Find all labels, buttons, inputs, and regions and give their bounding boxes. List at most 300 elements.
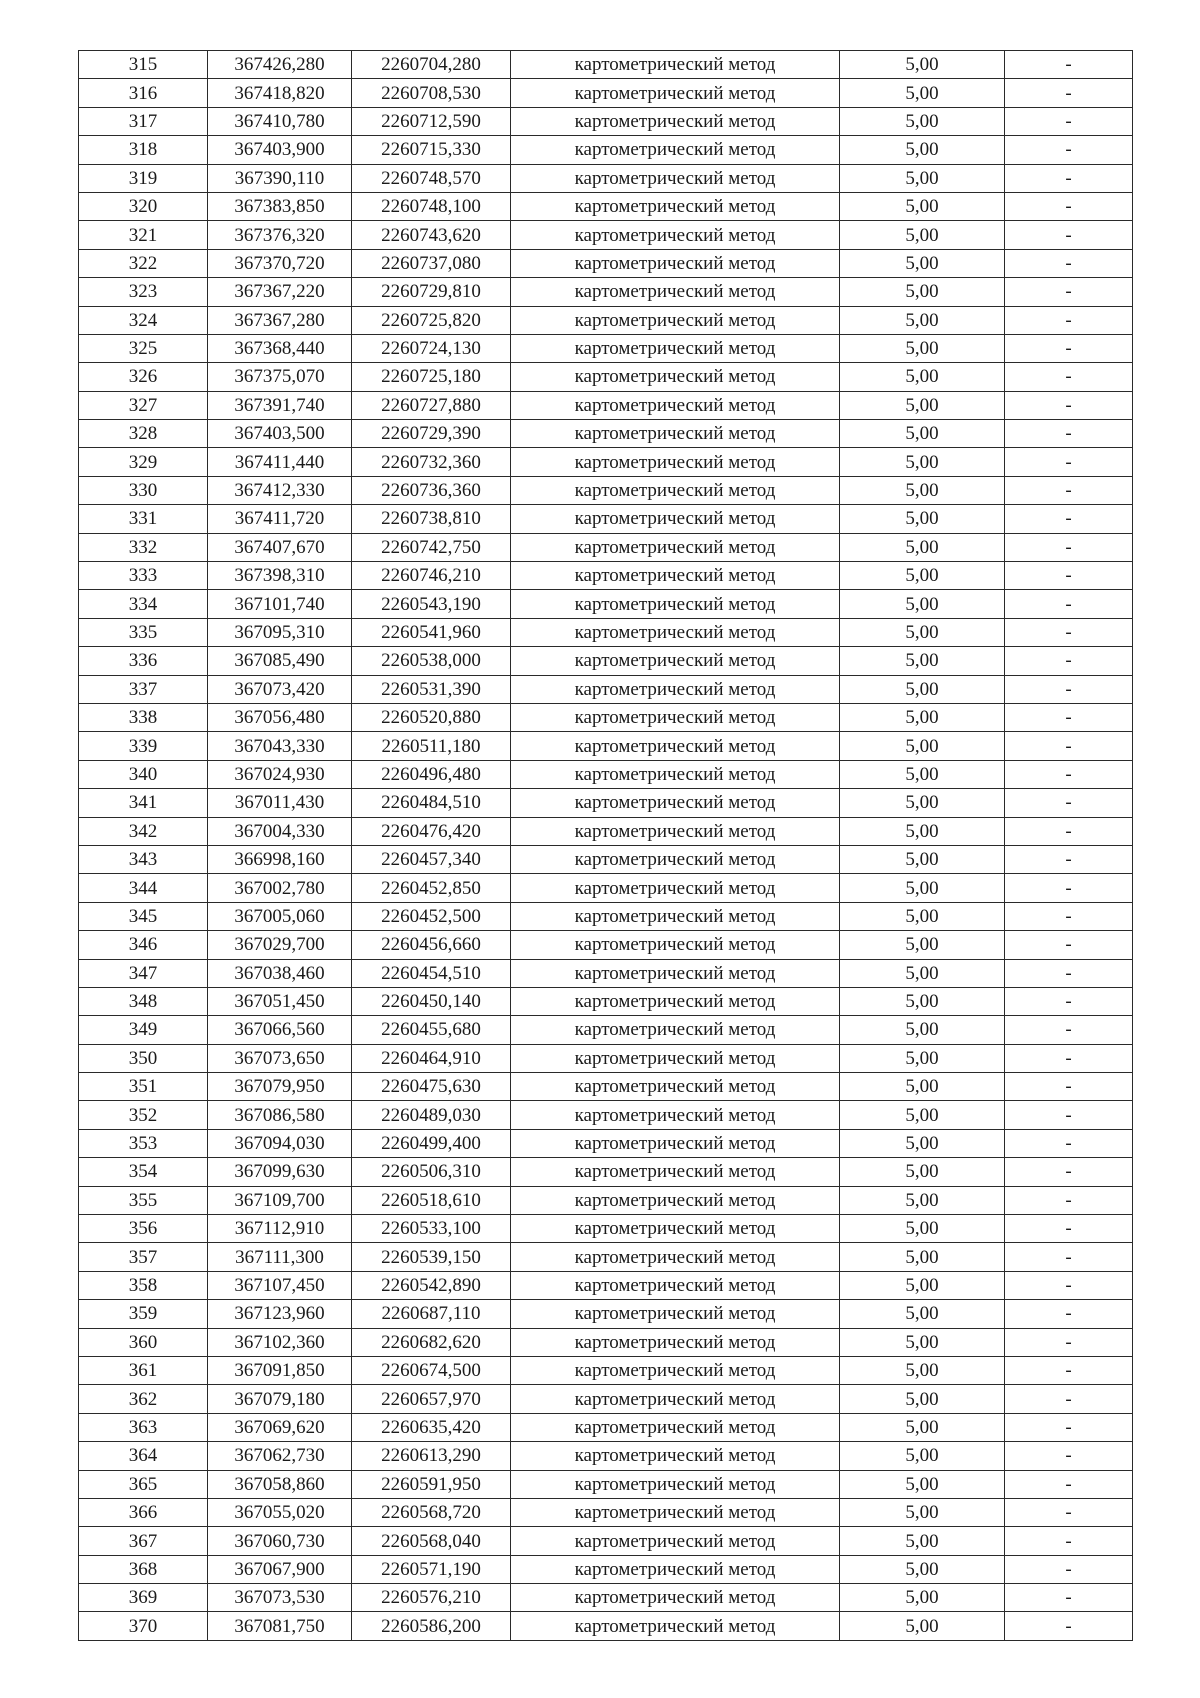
method-cell: картометрический метод (511, 1186, 840, 1214)
point-number-cell: 320 (79, 192, 208, 220)
x-coordinate-cell: 367073,650 (208, 1044, 352, 1072)
accuracy-cell: 5,00 (840, 703, 1005, 731)
table-row (79, 1186, 1133, 1214)
accuracy-cell: 5,00 (840, 1073, 1005, 1101)
y-coordinate-cell: 2260746,210 (352, 562, 511, 590)
method-cell: картометрический метод (511, 278, 840, 306)
accuracy-cell: 5,00 (840, 448, 1005, 476)
x-coordinate-cell: 367403,900 (208, 136, 352, 164)
table-row (79, 278, 1133, 306)
accuracy-cell: 5,00 (840, 1328, 1005, 1356)
method-cell: картометрический метод (511, 902, 840, 930)
y-coordinate-cell: 2260539,150 (352, 1243, 511, 1271)
point-number-cell: 361 (79, 1356, 208, 1384)
y-coordinate-cell: 2260542,890 (352, 1271, 511, 1299)
x-coordinate-cell: 366998,160 (208, 845, 352, 873)
table-row (79, 1271, 1133, 1299)
note-cell: - (1005, 703, 1133, 731)
note-cell: - (1005, 675, 1133, 703)
table-row (79, 1243, 1133, 1271)
method-cell: картометрический метод (511, 1527, 840, 1555)
x-coordinate-cell: 367066,560 (208, 1016, 352, 1044)
note-cell: - (1005, 420, 1133, 448)
y-coordinate-cell: 2260724,130 (352, 334, 511, 362)
note-cell: - (1005, 1498, 1133, 1526)
note-cell: - (1005, 931, 1133, 959)
point-number-cell: 364 (79, 1442, 208, 1470)
method-cell: картометрический метод (511, 1612, 840, 1640)
accuracy-cell: 5,00 (840, 136, 1005, 164)
x-coordinate-cell: 367412,330 (208, 476, 352, 504)
accuracy-cell: 5,00 (840, 959, 1005, 987)
method-cell: картометрический метод (511, 221, 840, 249)
note-cell: - (1005, 817, 1133, 845)
y-coordinate-cell: 2260748,570 (352, 164, 511, 192)
x-coordinate-cell: 367367,220 (208, 278, 352, 306)
note-cell: - (1005, 1300, 1133, 1328)
point-number-cell: 351 (79, 1073, 208, 1101)
y-coordinate-cell: 2260489,030 (352, 1101, 511, 1129)
x-coordinate-cell: 367005,060 (208, 902, 352, 930)
method-cell: картометрический метод (511, 448, 840, 476)
note-cell: - (1005, 874, 1133, 902)
x-coordinate-cell: 367085,490 (208, 647, 352, 675)
table-row (79, 221, 1133, 249)
method-cell: картометрический метод (511, 1555, 840, 1583)
y-coordinate-cell: 2260635,420 (352, 1413, 511, 1441)
note-cell: - (1005, 590, 1133, 618)
point-number-cell: 346 (79, 931, 208, 959)
note-cell: - (1005, 845, 1133, 873)
x-coordinate-cell: 367051,450 (208, 987, 352, 1015)
table-row (79, 760, 1133, 788)
note-cell: - (1005, 1215, 1133, 1243)
y-coordinate-cell: 2260729,810 (352, 278, 511, 306)
accuracy-cell: 5,00 (840, 760, 1005, 788)
note-cell: - (1005, 562, 1133, 590)
y-coordinate-cell: 2260452,500 (352, 902, 511, 930)
note-cell: - (1005, 789, 1133, 817)
method-cell: картометрический метод (511, 1073, 840, 1101)
method-cell: картометрический метод (511, 817, 840, 845)
method-cell: картометрический метод (511, 1243, 840, 1271)
x-coordinate-cell: 367426,280 (208, 51, 352, 79)
method-cell: картометрический метод (511, 1584, 840, 1612)
y-coordinate-cell: 2260571,190 (352, 1555, 511, 1583)
table-row (79, 1044, 1133, 1072)
point-number-cell: 354 (79, 1158, 208, 1186)
accuracy-cell: 5,00 (840, 391, 1005, 419)
method-cell: картометрический метод (511, 79, 840, 107)
x-coordinate-cell: 367112,910 (208, 1215, 352, 1243)
table-row (79, 1385, 1133, 1413)
note-cell: - (1005, 363, 1133, 391)
table-row (79, 533, 1133, 561)
note-cell: - (1005, 1584, 1133, 1612)
y-coordinate-cell: 2260533,100 (352, 1215, 511, 1243)
table-row (79, 1356, 1133, 1384)
method-cell: картометрический метод (511, 1044, 840, 1072)
y-coordinate-cell: 2260455,680 (352, 1016, 511, 1044)
coordinates-table (78, 50, 1133, 1641)
note-cell: - (1005, 1442, 1133, 1470)
y-coordinate-cell: 2260725,180 (352, 363, 511, 391)
note-cell: - (1005, 1555, 1133, 1583)
accuracy-cell: 5,00 (840, 107, 1005, 135)
document-page (78, 50, 1132, 1641)
table-row (79, 1129, 1133, 1157)
x-coordinate-cell: 367073,420 (208, 675, 352, 703)
method-cell: картометрический метод (511, 476, 840, 504)
method-cell: картометрический метод (511, 363, 840, 391)
accuracy-cell: 5,00 (840, 845, 1005, 873)
y-coordinate-cell: 2260613,290 (352, 1442, 511, 1470)
accuracy-cell: 5,00 (840, 789, 1005, 817)
table-row (79, 1328, 1133, 1356)
x-coordinate-cell: 367375,070 (208, 363, 352, 391)
accuracy-cell: 5,00 (840, 278, 1005, 306)
y-coordinate-cell: 2260520,880 (352, 703, 511, 731)
x-coordinate-cell: 367095,310 (208, 618, 352, 646)
x-coordinate-cell: 367067,900 (208, 1555, 352, 1583)
point-number-cell: 360 (79, 1328, 208, 1356)
note-cell: - (1005, 107, 1133, 135)
table-row (79, 420, 1133, 448)
note-cell: - (1005, 249, 1133, 277)
point-number-cell: 318 (79, 136, 208, 164)
note-cell: - (1005, 1016, 1133, 1044)
method-cell: картометрический метод (511, 1470, 840, 1498)
table-row (79, 987, 1133, 1015)
table-row (79, 1470, 1133, 1498)
y-coordinate-cell: 2260591,950 (352, 1470, 511, 1498)
x-coordinate-cell: 367367,280 (208, 306, 352, 334)
x-coordinate-cell: 367060,730 (208, 1527, 352, 1555)
note-cell: - (1005, 505, 1133, 533)
method-cell: картометрический метод (511, 590, 840, 618)
x-coordinate-cell: 367073,530 (208, 1584, 352, 1612)
x-coordinate-cell: 367081,750 (208, 1612, 352, 1640)
note-cell: - (1005, 1413, 1133, 1441)
x-coordinate-cell: 367102,360 (208, 1328, 352, 1356)
note-cell: - (1005, 902, 1133, 930)
y-coordinate-cell: 2260543,190 (352, 590, 511, 618)
point-number-cell: 332 (79, 533, 208, 561)
table-row (79, 1413, 1133, 1441)
method-cell: картометрический метод (511, 1215, 840, 1243)
accuracy-cell: 5,00 (840, 420, 1005, 448)
method-cell: картометрический метод (511, 760, 840, 788)
point-number-cell: 336 (79, 647, 208, 675)
point-number-cell: 343 (79, 845, 208, 873)
point-number-cell: 330 (79, 476, 208, 504)
accuracy-cell: 5,00 (840, 902, 1005, 930)
x-coordinate-cell: 367410,780 (208, 107, 352, 135)
point-number-cell: 328 (79, 420, 208, 448)
point-number-cell: 339 (79, 732, 208, 760)
accuracy-cell: 5,00 (840, 1385, 1005, 1413)
x-coordinate-cell: 367109,700 (208, 1186, 352, 1214)
x-coordinate-cell: 367038,460 (208, 959, 352, 987)
note-cell: - (1005, 278, 1133, 306)
note-cell: - (1005, 760, 1133, 788)
method-cell: картометрический метод (511, 874, 840, 902)
y-coordinate-cell: 2260454,510 (352, 959, 511, 987)
accuracy-cell: 5,00 (840, 221, 1005, 249)
y-coordinate-cell: 2260682,620 (352, 1328, 511, 1356)
accuracy-cell: 5,00 (840, 1612, 1005, 1640)
method-cell: картометрический метод (511, 1328, 840, 1356)
y-coordinate-cell: 2260484,510 (352, 789, 511, 817)
x-coordinate-cell: 367002,780 (208, 874, 352, 902)
note-cell: - (1005, 1271, 1133, 1299)
note-cell: - (1005, 1186, 1133, 1214)
x-coordinate-cell: 367056,480 (208, 703, 352, 731)
y-coordinate-cell: 2260727,880 (352, 391, 511, 419)
x-coordinate-cell: 367407,670 (208, 533, 352, 561)
x-coordinate-cell: 367398,310 (208, 562, 352, 590)
accuracy-cell: 5,00 (840, 817, 1005, 845)
note-cell: - (1005, 618, 1133, 646)
method-cell: картометрический метод (511, 1413, 840, 1441)
table-row (79, 1158, 1133, 1186)
accuracy-cell: 5,00 (840, 675, 1005, 703)
note-cell: - (1005, 391, 1133, 419)
x-coordinate-cell: 367011,430 (208, 789, 352, 817)
method-cell: картометрический метод (511, 1356, 840, 1384)
table-row (79, 505, 1133, 533)
x-coordinate-cell: 367390,110 (208, 164, 352, 192)
table-row (79, 249, 1133, 277)
method-cell: картометрический метод (511, 51, 840, 79)
point-number-cell: 367 (79, 1527, 208, 1555)
y-coordinate-cell: 2260737,080 (352, 249, 511, 277)
accuracy-cell: 5,00 (840, 1498, 1005, 1526)
y-coordinate-cell: 2260452,850 (352, 874, 511, 902)
point-number-cell: 335 (79, 618, 208, 646)
point-number-cell: 341 (79, 789, 208, 817)
method-cell: картометрический метод (511, 391, 840, 419)
table-row (79, 675, 1133, 703)
table-row (79, 306, 1133, 334)
method-cell: картометрический метод (511, 107, 840, 135)
note-cell: - (1005, 334, 1133, 362)
table-row (79, 618, 1133, 646)
y-coordinate-cell: 2260576,210 (352, 1584, 511, 1612)
table-row (79, 164, 1133, 192)
table-row (79, 136, 1133, 164)
method-cell: картометрический метод (511, 845, 840, 873)
y-coordinate-cell: 2260450,140 (352, 987, 511, 1015)
note-cell: - (1005, 1356, 1133, 1384)
x-coordinate-cell: 367418,820 (208, 79, 352, 107)
point-number-cell: 358 (79, 1271, 208, 1299)
method-cell: картометрический метод (511, 732, 840, 760)
x-coordinate-cell: 367411,440 (208, 448, 352, 476)
table-row (79, 1215, 1133, 1243)
y-coordinate-cell: 2260499,400 (352, 1129, 511, 1157)
y-coordinate-cell: 2260568,720 (352, 1498, 511, 1526)
x-coordinate-cell: 367079,180 (208, 1385, 352, 1413)
method-cell: картометрический метод (511, 306, 840, 334)
method-cell: картометрический метод (511, 1442, 840, 1470)
accuracy-cell: 5,00 (840, 562, 1005, 590)
table-row (79, 448, 1133, 476)
point-number-cell: 355 (79, 1186, 208, 1214)
y-coordinate-cell: 2260687,110 (352, 1300, 511, 1328)
point-number-cell: 326 (79, 363, 208, 391)
x-coordinate-cell: 367029,700 (208, 931, 352, 959)
table-row (79, 391, 1133, 419)
y-coordinate-cell: 2260506,310 (352, 1158, 511, 1186)
accuracy-cell: 5,00 (840, 249, 1005, 277)
x-coordinate-cell: 367107,450 (208, 1271, 352, 1299)
point-number-cell: 316 (79, 79, 208, 107)
point-number-cell: 349 (79, 1016, 208, 1044)
method-cell: картометрический метод (511, 789, 840, 817)
method-cell: картометрический метод (511, 931, 840, 959)
method-cell: картометрический метод (511, 675, 840, 703)
accuracy-cell: 5,00 (840, 164, 1005, 192)
note-cell: - (1005, 1044, 1133, 1072)
point-number-cell: 362 (79, 1385, 208, 1413)
x-coordinate-cell: 367055,020 (208, 1498, 352, 1526)
accuracy-cell: 5,00 (840, 647, 1005, 675)
x-coordinate-cell: 367062,730 (208, 1442, 352, 1470)
table-row (79, 817, 1133, 845)
method-cell: картометрический метод (511, 420, 840, 448)
point-number-cell: 368 (79, 1555, 208, 1583)
note-cell: - (1005, 1470, 1133, 1498)
note-cell: - (1005, 1129, 1133, 1157)
accuracy-cell: 5,00 (840, 931, 1005, 959)
method-cell: картометрический метод (511, 959, 840, 987)
x-coordinate-cell: 367111,300 (208, 1243, 352, 1271)
point-number-cell: 331 (79, 505, 208, 533)
note-cell: - (1005, 1527, 1133, 1555)
method-cell: картометрический метод (511, 1158, 840, 1186)
note-cell: - (1005, 1101, 1133, 1129)
coordinates-table-body (79, 51, 1133, 1641)
accuracy-cell: 5,00 (840, 874, 1005, 902)
y-coordinate-cell: 2260457,340 (352, 845, 511, 873)
point-number-cell: 356 (79, 1215, 208, 1243)
table-row (79, 845, 1133, 873)
table-row (79, 1584, 1133, 1612)
accuracy-cell: 5,00 (840, 1016, 1005, 1044)
accuracy-cell: 5,00 (840, 987, 1005, 1015)
y-coordinate-cell: 2260732,360 (352, 448, 511, 476)
method-cell: картометрический метод (511, 505, 840, 533)
point-number-cell: 329 (79, 448, 208, 476)
table-row (79, 107, 1133, 135)
y-coordinate-cell: 2260736,360 (352, 476, 511, 504)
y-coordinate-cell: 2260657,970 (352, 1385, 511, 1413)
x-coordinate-cell: 367094,030 (208, 1129, 352, 1157)
accuracy-cell: 5,00 (840, 1044, 1005, 1072)
table-row (79, 1612, 1133, 1640)
x-coordinate-cell: 367099,630 (208, 1158, 352, 1186)
y-coordinate-cell: 2260511,180 (352, 732, 511, 760)
table-row (79, 1101, 1133, 1129)
y-coordinate-cell: 2260715,330 (352, 136, 511, 164)
y-coordinate-cell: 2260748,100 (352, 192, 511, 220)
point-number-cell: 370 (79, 1612, 208, 1640)
point-number-cell: 344 (79, 874, 208, 902)
y-coordinate-cell: 2260704,280 (352, 51, 511, 79)
accuracy-cell: 5,00 (840, 192, 1005, 220)
y-coordinate-cell: 2260742,750 (352, 533, 511, 561)
point-number-cell: 350 (79, 1044, 208, 1072)
table-row (79, 874, 1133, 902)
accuracy-cell: 5,00 (840, 334, 1005, 362)
y-coordinate-cell: 2260476,420 (352, 817, 511, 845)
note-cell: - (1005, 136, 1133, 164)
note-cell: - (1005, 987, 1133, 1015)
point-number-cell: 323 (79, 278, 208, 306)
note-cell: - (1005, 192, 1133, 220)
point-number-cell: 347 (79, 959, 208, 987)
table-row (79, 1016, 1133, 1044)
accuracy-cell: 5,00 (840, 590, 1005, 618)
note-cell: - (1005, 306, 1133, 334)
method-cell: картометрический метод (511, 164, 840, 192)
method-cell: картометрический метод (511, 1385, 840, 1413)
point-number-cell: 363 (79, 1413, 208, 1441)
x-coordinate-cell: 367101,740 (208, 590, 352, 618)
accuracy-cell: 5,00 (840, 1555, 1005, 1583)
x-coordinate-cell: 367383,850 (208, 192, 352, 220)
x-coordinate-cell: 367123,960 (208, 1300, 352, 1328)
point-number-cell: 342 (79, 817, 208, 845)
accuracy-cell: 5,00 (840, 732, 1005, 760)
accuracy-cell: 5,00 (840, 533, 1005, 561)
note-cell: - (1005, 1385, 1133, 1413)
table-row (79, 1442, 1133, 1470)
y-coordinate-cell: 2260674,500 (352, 1356, 511, 1384)
accuracy-cell: 5,00 (840, 51, 1005, 79)
note-cell: - (1005, 51, 1133, 79)
x-coordinate-cell: 367376,320 (208, 221, 352, 249)
method-cell: картометрический метод (511, 136, 840, 164)
table-row (79, 902, 1133, 930)
method-cell: картометрический метод (511, 533, 840, 561)
point-number-cell: 319 (79, 164, 208, 192)
x-coordinate-cell: 367024,930 (208, 760, 352, 788)
method-cell: картометрический метод (511, 334, 840, 362)
accuracy-cell: 5,00 (840, 1271, 1005, 1299)
y-coordinate-cell: 2260496,480 (352, 760, 511, 788)
point-number-cell: 345 (79, 902, 208, 930)
accuracy-cell: 5,00 (840, 1527, 1005, 1555)
accuracy-cell: 5,00 (840, 363, 1005, 391)
point-number-cell: 315 (79, 51, 208, 79)
y-coordinate-cell: 2260475,630 (352, 1073, 511, 1101)
method-cell: картометрический метод (511, 1271, 840, 1299)
x-coordinate-cell: 367391,740 (208, 391, 352, 419)
x-coordinate-cell: 367043,330 (208, 732, 352, 760)
x-coordinate-cell: 367086,580 (208, 1101, 352, 1129)
method-cell: картометрический метод (511, 1016, 840, 1044)
point-number-cell: 321 (79, 221, 208, 249)
accuracy-cell: 5,00 (840, 306, 1005, 334)
method-cell: картометрический метод (511, 249, 840, 277)
accuracy-cell: 5,00 (840, 1413, 1005, 1441)
table-row (79, 51, 1133, 79)
x-coordinate-cell: 367368,440 (208, 334, 352, 362)
accuracy-cell: 5,00 (840, 1300, 1005, 1328)
table-row (79, 476, 1133, 504)
